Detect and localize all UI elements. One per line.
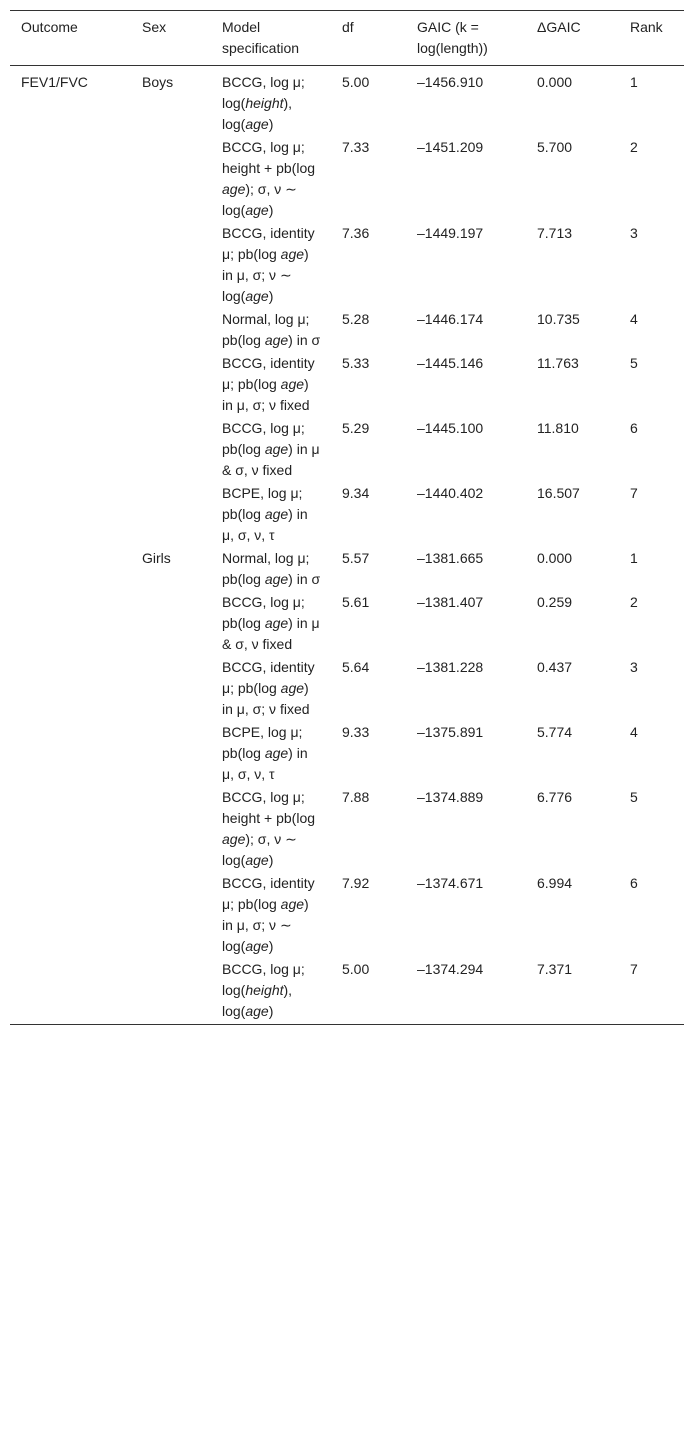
cell-outcome [10, 787, 131, 873]
table-row [10, 483, 684, 548]
model-comparison-table-container [10, 10, 684, 1025]
cell-outcome [10, 223, 131, 309]
table-row [10, 66, 684, 138]
cell-rank: 1 [630, 74, 638, 90]
cell-sex [131, 309, 211, 353]
cell-sex [131, 353, 211, 418]
cell-sex: Boys [142, 74, 174, 90]
cell-gaic: –1451.209 [417, 139, 484, 155]
cell-outcome [10, 548, 131, 592]
italic-variable: age [264, 332, 289, 348]
cell-df: 7.36 [342, 225, 370, 241]
cell-rank: 3 [630, 225, 638, 241]
cell-df: 5.57 [342, 550, 370, 566]
header-sex: Sex [142, 19, 167, 35]
italic-variable: age [264, 745, 289, 761]
cell-sex [131, 959, 211, 1025]
cell-df: 5.33 [342, 355, 370, 371]
header-outcome: Outcome [21, 19, 78, 35]
italic-variable: age [264, 506, 289, 522]
cell-df: 5.28 [342, 311, 370, 327]
cell-gaic: –1446.174 [417, 311, 484, 327]
cell-df: 5.29 [342, 420, 370, 436]
cell-sex: Girls [142, 550, 171, 566]
header-delta-gaic: ΔGAIC [537, 19, 581, 35]
cell-delta-gaic: 7.371 [537, 961, 573, 977]
cell-delta-gaic: 0.000 [537, 74, 573, 90]
italic-variable: age [280, 376, 305, 392]
italic-variable: age [280, 896, 305, 912]
header-gaic: GAIC (k = log(length)) [417, 19, 488, 56]
cell-delta-gaic: 10.735 [537, 311, 580, 327]
cell-delta-gaic: 6.776 [537, 789, 573, 805]
cell-gaic: –1374.889 [417, 789, 484, 805]
cell-sex [131, 483, 211, 548]
cell-sex [131, 418, 211, 483]
cell-outcome [10, 418, 131, 483]
cell-outcome: FEV1/FVC [21, 74, 88, 90]
italic-variable: age [264, 571, 289, 587]
italic-variable: age [280, 246, 305, 262]
table-row [10, 657, 684, 722]
italic-variable: age [245, 116, 269, 132]
cell-model-specification: BCCG, identity μ; pb(log age) in μ, σ; ν ∼ log(age) [222, 225, 315, 304]
cell-df: 5.61 [342, 594, 370, 610]
italic-variable: age [245, 202, 269, 218]
italic-variable: age [245, 852, 269, 868]
table-row [10, 223, 684, 309]
cell-gaic: –1445.100 [417, 420, 484, 436]
table-body [10, 66, 684, 1025]
cell-df: 9.34 [342, 485, 370, 501]
cell-model-specification: BCCG, log μ; height + pb(log age); σ, ν ∼ log(age) [222, 789, 316, 868]
cell-delta-gaic: 0.000 [537, 550, 573, 566]
cell-gaic: –1456.910 [417, 74, 484, 90]
cell-delta-gaic: 5.774 [537, 724, 573, 740]
cell-gaic: –1449.197 [417, 225, 484, 241]
cell-gaic: –1374.294 [417, 961, 484, 977]
cell-delta-gaic: 11.810 [537, 420, 579, 436]
cell-gaic: –1381.407 [417, 594, 484, 610]
cell-outcome [10, 657, 131, 722]
cell-df: 7.33 [342, 139, 370, 155]
cell-model-specification: Normal, log μ; pb(log age) in σ [222, 311, 321, 348]
cell-rank: 4 [630, 724, 638, 740]
cell-sex [131, 873, 211, 959]
cell-df: 5.64 [342, 659, 370, 675]
italic-variable: age [222, 181, 246, 197]
header-model-specification: Model specification [222, 19, 300, 56]
cell-rank: 1 [630, 550, 638, 566]
cell-delta-gaic: 0.437 [537, 659, 573, 675]
cell-rank: 7 [630, 961, 638, 977]
cell-rank: 7 [630, 485, 638, 501]
cell-delta-gaic: 7.713 [537, 225, 573, 241]
cell-model-specification: BCPE, log μ; pb(log age) in μ, σ, ν, τ [222, 485, 308, 543]
cell-model-specification: BCCG, log μ; pb(log age) in μ & σ, ν fixed [222, 594, 320, 652]
cell-rank: 5 [630, 789, 638, 805]
cell-model-specification: Normal, log μ; pb(log age) in σ [222, 550, 321, 587]
italic-variable: age [264, 441, 289, 457]
cell-outcome [10, 353, 131, 418]
italic-variable: age [245, 938, 269, 954]
cell-gaic: –1374.671 [417, 875, 484, 891]
table-row [10, 137, 684, 223]
italic-variable: age [264, 615, 289, 631]
cell-sex [131, 657, 211, 722]
italic-variable: age [280, 680, 305, 696]
cell-sex [131, 137, 211, 223]
cell-model-specification: BCCG, identity μ; pb(log age) in μ, σ; ν fixed [222, 355, 315, 413]
cell-sex [131, 223, 211, 309]
cell-rank: 4 [630, 311, 638, 327]
table-row [10, 353, 684, 418]
cell-rank: 2 [630, 139, 638, 155]
cell-model-specification: BCCG, log μ; pb(log age) in μ & σ, ν fixed [222, 420, 320, 478]
cell-outcome [10, 722, 131, 787]
cell-rank: 6 [630, 875, 638, 891]
header-df: df [342, 19, 354, 35]
table-header-row [10, 11, 684, 66]
table-row [10, 722, 684, 787]
cell-gaic: –1440.402 [417, 485, 484, 501]
cell-gaic: –1381.228 [417, 659, 484, 675]
cell-delta-gaic: 11.763 [537, 355, 579, 371]
cell-gaic: –1445.146 [417, 355, 484, 371]
cell-rank: 2 [630, 594, 638, 610]
italic-variable: height [245, 982, 284, 998]
cell-rank: 5 [630, 355, 638, 371]
cell-delta-gaic: 16.507 [537, 485, 580, 501]
cell-sex [131, 592, 211, 657]
cell-rank: 6 [630, 420, 638, 436]
cell-model-specification: BCCG, log μ; height + pb(log age); σ, ν ∼ log(age) [222, 139, 316, 218]
cell-sex [131, 787, 211, 873]
table-row [10, 592, 684, 657]
table-row [10, 309, 684, 353]
cell-rank: 3 [630, 659, 638, 675]
cell-model-specification: BCCG, identity μ; pb(log age) in μ, σ; ν fixed [222, 659, 315, 717]
table-row [10, 548, 684, 592]
model-comparison-table [10, 10, 684, 1025]
cell-sex [131, 722, 211, 787]
cell-df: 7.88 [342, 789, 370, 805]
cell-df: 9.33 [342, 724, 370, 740]
cell-gaic: –1381.665 [417, 550, 484, 566]
cell-outcome [10, 873, 131, 959]
cell-model-specification: BCCG, identity μ; pb(log age) in μ, σ; ν ∼ log(age) [222, 875, 315, 954]
header-rank: Rank [630, 19, 663, 35]
cell-df: 5.00 [342, 961, 370, 977]
cell-delta-gaic: 5.700 [537, 139, 573, 155]
cell-gaic: –1375.891 [417, 724, 484, 740]
table-row [10, 787, 684, 873]
cell-outcome [10, 959, 131, 1025]
table-row [10, 418, 684, 483]
italic-variable: age [245, 288, 269, 304]
cell-model-specification: BCCG, log μ; log(height), log(age) [222, 74, 305, 132]
cell-outcome [10, 592, 131, 657]
cell-outcome [10, 137, 131, 223]
italic-variable: age [245, 1003, 269, 1019]
cell-df: 5.00 [342, 74, 370, 90]
italic-variable: age [222, 831, 246, 847]
cell-outcome [10, 483, 131, 548]
table-row [10, 873, 684, 959]
cell-delta-gaic: 6.994 [537, 875, 573, 891]
italic-variable: height [245, 95, 284, 111]
table-row [10, 959, 684, 1025]
cell-model-specification: BCPE, log μ; pb(log age) in μ, σ, ν, τ [222, 724, 308, 782]
cell-df: 7.92 [342, 875, 370, 891]
cell-outcome [10, 309, 131, 353]
cell-model-specification: BCCG, log μ; log(height), log(age) [222, 961, 305, 1019]
cell-delta-gaic: 0.259 [537, 594, 573, 610]
